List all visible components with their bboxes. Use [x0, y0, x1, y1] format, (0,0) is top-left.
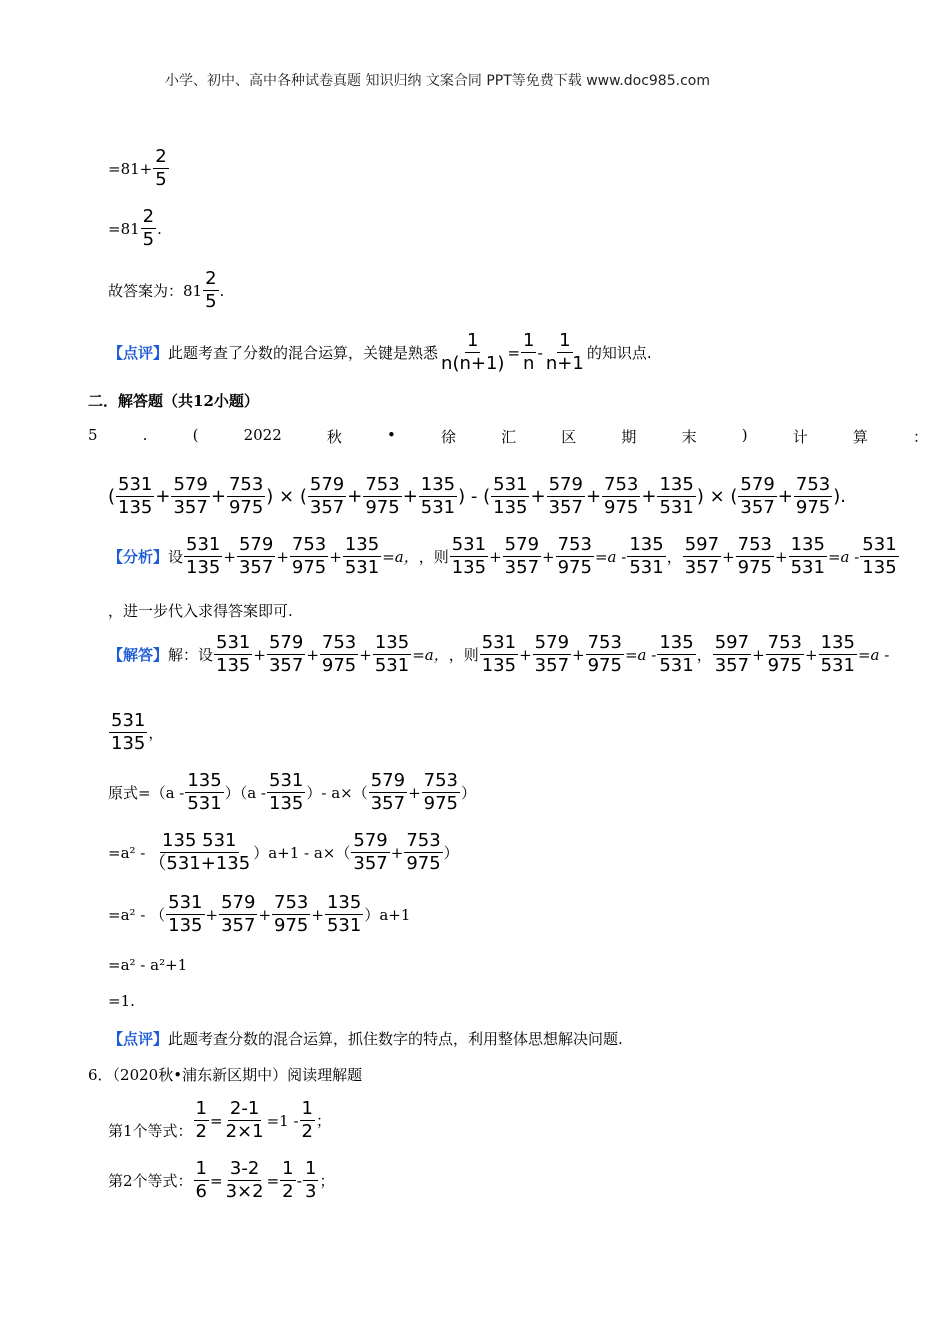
fraction: $\frac{579}{357}$: [173, 474, 208, 518]
q5-step-4: =a² - a²+1: [108, 956, 188, 974]
fraction: $\frac{753}{975}$: [274, 892, 309, 936]
fraction: $\frac{1}{n+1}$: [545, 330, 584, 374]
fraction: $\frac{135}{531}$: [326, 892, 362, 936]
fraction: $\frac{531}{135}$: [168, 892, 203, 936]
fraction: $\frac{1}{n}$: [523, 330, 535, 374]
fraction: $\frac{753}{975}$: [737, 534, 772, 578]
fraction: $\frac{1}{2}$: [301, 1098, 313, 1142]
q5-review: 【点评】此题考查分数的混合运算，抓住数字的特点，利用整体思想解决问题.: [108, 1030, 623, 1048]
fraction: $\frac{531}{135}$: [186, 534, 221, 578]
answer-line: 故答案为：81 $\frac{2}{5}$ .: [108, 268, 225, 312]
fraction: $\frac{579}{357}$: [309, 474, 345, 518]
review-1: 【点评】 此题考查了分数的混合运算，关键是熟悉 $\frac{1}{n(n+1)}$ = $\frac{1}{n}$ - $\frac{1}{n+1}$ 的知识点.: [108, 330, 652, 374]
q5-step-1: 原式=（a - $\frac{135}{531}$ ）（a - $\frac{531}{135}$ ）- a×（ $\frac{579}{357}$ + $\frac{753}{975}$ ）: [108, 770, 477, 814]
fraction: $\frac{579}{357}$: [534, 632, 570, 676]
fraction: $\frac{753}{975}$: [423, 770, 459, 814]
fraction: $\frac{531}{135}$: [451, 534, 487, 578]
fraction: $\frac{135}{531}$: [790, 534, 825, 578]
q5-step-2: =a² - $\frac{135 531}{(531+135}$ ） a+1 - a×（ $\frac{579}{357}$ + $\frac{753}{975}$ ）: [108, 830, 459, 874]
q6-equation-2: 第2个等式： $\frac{1}{6}$ = $\frac{3-2}{3\times 2}$ = $\frac{1}{2}$ - $\frac{1}{3}$ ；: [108, 1158, 335, 1202]
fraction: $\frac{135}{531}$: [659, 474, 694, 518]
calc-line-2: =81 $\frac{2}{5}$ .: [108, 206, 162, 250]
page-header: 小学、初中、高中各种试卷真题 知识归纳 文案合同 PPT等免费下载 www.doc985.com: [165, 73, 710, 89]
fraction: $\frac{579}{357}$: [504, 534, 540, 578]
fraction: $\frac{531}{135}$: [118, 474, 153, 518]
q5-answer: 【解答】 解：设 $\frac{531}{135}$ + $\frac{579}{357}$ + $\frac{753}{975}$ + $\frac{135}{531}$ =a， ，则 $\frac{531}{135}$ + $\frac{579}{357}$ + $\frac{753}{975}$ =a - $\frac{135}{531}$ ， $\frac{597}{357}$ + $\frac{753}{975}$ + $\frac{135}{531}$ =a -: [108, 632, 890, 676]
fraction: $\frac{531}{135}$: [111, 710, 146, 754]
fraction: $\frac{753}{975}$: [795, 474, 831, 518]
fraction: $\frac{579}{357}$: [740, 474, 775, 518]
fraction: $\frac{2}{5}$: [205, 268, 217, 312]
fraction: $\frac{1}{6}$: [195, 1158, 207, 1202]
section-title: 二．解答题（共12小题）: [88, 392, 259, 410]
q5-heading: 5 . ( 2022 秋 • 徐 汇 区 期 末 ) 计 算 ：: [88, 426, 928, 446]
fraction: $\frac{135}{531}$: [420, 474, 456, 518]
fraction: $\frac{753}{975}$: [604, 474, 639, 518]
fraction: $\frac{2}{5}$: [142, 206, 155, 250]
fraction: $\frac{531}{135}$: [862, 534, 897, 578]
q6-equation-1: 第1个等式： $\frac{1}{2}$ = $\frac{2-1}{2\times 1}$ =1 - $\frac{1}{2}$ ；: [108, 1098, 331, 1142]
calc-line-1: =81+ $\frac{2}{5}$: [108, 146, 167, 190]
fraction: $\frac{2-1}{2\times 1}$: [225, 1098, 264, 1142]
fraction: $\frac{135}{531}$: [659, 632, 694, 676]
fraction: $\frac{135}{531}$: [374, 632, 410, 676]
fraction: $\frac{531}{135}$: [493, 474, 528, 518]
fraction: $\frac{753}{975}$: [228, 474, 264, 518]
fraction: $\frac{753}{975}$: [587, 632, 622, 676]
q5-expression: ( $\frac{531}{135}$ + $\frac{579}{357}$ + $\frac{753}{975}$ ) × ( $\frac{579}{357}$ + $\frac{753}{975}$ + $\frac{135}{531}$ ) - ( $\frac{531}{135}$ + $\frac{579}{357}$ + $\frac{753}{975}$ + $\frac{135}{531}$ ) × ( $\frac{579}{357}$ + $\frac{753}{975}$ ).: [108, 474, 846, 518]
fraction: $\frac{135 531}{(531+135}$: [148, 830, 251, 874]
q5-analysis-cont: ，进一步代入求得答案即可.: [108, 602, 293, 620]
fraction: $\frac{135}{531}$: [344, 534, 380, 578]
fraction: $\frac{753}{975}$: [767, 632, 802, 676]
fraction: $\frac{531}{135}$: [481, 632, 517, 676]
fraction: $\frac{579}{357}$: [238, 534, 274, 578]
fraction: $\frac{531}{135}$: [269, 770, 304, 814]
q6-title: 6．（2020秋•浦东新区期中）阅读理解题: [88, 1066, 363, 1084]
fraction: $\frac{2}{5}$: [155, 146, 167, 190]
fraction: $\frac{135}{531}$: [629, 534, 664, 578]
fraction: $\frac{1}{2}$: [282, 1158, 294, 1202]
fraction: $\frac{135}{531}$: [187, 770, 222, 814]
fraction: $\frac{1}{2}$: [195, 1098, 207, 1142]
fraction: $\frac{597}{357}$: [714, 632, 750, 676]
q5-analysis: 【分析】 设 $\frac{531}{135}$ + $\frac{579}{357}$ + $\frac{753}{975}$ + $\frac{135}{531}$ =a， ，则 $\frac{531}{135}$ + $\frac{579}{357}$ + $\frac{753}{975}$ =a - $\frac{135}{531}$ ， $\frac{597}{357}$ + $\frac{753}{975}$ + $\frac{135}{531}$ =a - $\frac{531}{135}$: [108, 534, 897, 578]
fraction: $\frac{579}{357}$: [370, 770, 406, 814]
fraction: $\frac{579}{357}$: [268, 632, 304, 676]
fraction: $\frac{531}{135}$: [216, 632, 251, 676]
fraction: $\frac{753}{975}$: [365, 474, 400, 518]
fraction: $\frac{753}{975}$: [557, 534, 592, 578]
fraction: $\frac{753}{975}$: [321, 632, 357, 676]
fraction: $\frac{1}{n(n+1)}$: [441, 330, 505, 374]
q5-answer-cont: $\frac{531}{135}$ ，: [111, 710, 164, 754]
fraction: $\frac{579}{357}$: [548, 474, 583, 518]
fraction: $\frac{3-2}{3\times 2}$: [225, 1158, 264, 1202]
fraction: $\frac{579}{357}$: [353, 830, 388, 874]
fraction: $\frac{597}{357}$: [684, 534, 720, 578]
fraction: $\frac{753}{975}$: [406, 830, 441, 874]
fraction: $\frac{135}{531}$: [820, 632, 855, 676]
fraction: $\frac{753}{975}$: [291, 534, 327, 578]
q5-step-3: =a² - （ $\frac{531}{135}$ + $\frac{579}{357}$ + $\frac{753}{975}$ + $\frac{135}{531}$ ）a+1: [108, 892, 411, 936]
fraction: $\frac{1}{3}$: [305, 1158, 317, 1202]
q5-step-5: =1.: [108, 992, 135, 1010]
fraction: $\frac{579}{357}$: [221, 892, 256, 936]
